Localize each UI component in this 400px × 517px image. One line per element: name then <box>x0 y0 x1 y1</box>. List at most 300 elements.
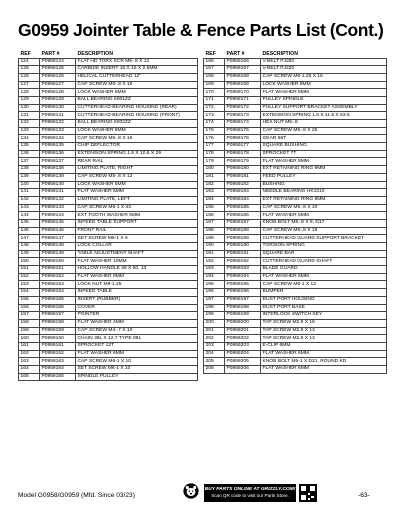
description-cell: TAP SCREW M2.9 X 13 <box>261 327 387 335</box>
table-row <box>204 81 387 89</box>
description-cell: PULLEY SPINDLE <box>261 96 387 104</box>
ref-cell: 153 <box>19 281 40 289</box>
table-row <box>204 289 387 297</box>
part-number-cell: P0959130 <box>40 104 76 112</box>
promo-subline: Scan QR code to visit our Parts Store. <box>211 493 289 498</box>
ref-cell: 172 <box>204 104 225 112</box>
ref-cell: 140 <box>19 181 40 189</box>
table-row <box>204 335 387 343</box>
table-row <box>19 327 198 335</box>
part-number-cell: P0959161 <box>40 342 76 350</box>
description-cell: CAP SCREW M6-1 X 10 <box>76 358 198 366</box>
ref-cell: 206 <box>204 366 225 374</box>
description-cell: GEAR 86T <box>261 135 387 143</box>
part-number-cell: P0959145 <box>40 219 76 227</box>
table-row <box>19 181 198 189</box>
description-cell: CAP SCREW M5-.8 X 16 <box>76 81 198 89</box>
description-cell: CAP SCREW M5-.8 X 16 <box>76 135 198 143</box>
part-number-cell: P0959133 <box>40 127 76 135</box>
part-number-cell: P0959167 <box>225 66 261 74</box>
table-row <box>204 104 387 112</box>
table-row <box>204 127 387 135</box>
ref-cell: 142 <box>19 196 40 204</box>
table-row <box>204 358 387 366</box>
ref-cell: 182 <box>204 181 225 189</box>
table-row <box>19 258 198 266</box>
part-number-cell: P0959126 <box>40 73 76 81</box>
description-cell: CAP SCREW M5-.8 X 25 <box>261 127 387 135</box>
table-row <box>204 327 387 335</box>
description-cell: SPROCKET 12T <box>76 342 198 350</box>
table-row <box>19 166 198 174</box>
ref-cell: 157 <box>19 312 40 320</box>
part-number-cell: P0959124 <box>40 58 76 66</box>
description-cell: CUTTERHEAD BEARING HOUSING (REAR) <box>76 104 198 112</box>
description-cell: KNOB BOLT M5-.8 X 9, D17 <box>261 219 387 227</box>
part-number-cell: P0959174 <box>225 120 261 128</box>
description-cell: TORSION SPRING <box>261 243 387 251</box>
description-cell: FLAT WASHER 5MM <box>261 212 387 220</box>
table-row <box>19 158 198 166</box>
table-row <box>204 319 387 327</box>
ref-cell: 129 <box>19 96 40 104</box>
ref-cell: 190 <box>204 243 225 251</box>
ref-cell: 150 <box>19 258 40 266</box>
part-number-cell: P0959201 <box>225 327 261 335</box>
ref-cell: 186 <box>204 212 225 220</box>
ref-cell: 141 <box>19 189 40 197</box>
part-number-cell: P0959164 <box>40 366 76 374</box>
part-number-cell: P0959152 <box>40 273 76 281</box>
description-cell: FLAT WASHER 4MM <box>76 319 198 327</box>
part-number-cell: P0959183 <box>225 189 261 197</box>
ref-cell: 171 <box>204 96 225 104</box>
part-number-cell: P0959125 <box>40 66 76 74</box>
ref-cell: 191 <box>204 250 225 258</box>
part-number-cell: P0959154 <box>40 289 76 297</box>
table-row <box>19 196 198 204</box>
table-row <box>204 89 387 97</box>
part-number-cell: P0959148 <box>40 243 76 251</box>
description-cell: HEX NUT M5-.8 <box>261 120 387 128</box>
table-row <box>204 212 387 220</box>
table-row <box>19 342 198 350</box>
parts-table-header <box>19 51 198 58</box>
description-cell: SPINDLE PULLEY <box>76 373 198 381</box>
ref-cell: 169 <box>204 81 225 89</box>
part-number-cell: P0959138 <box>40 166 76 174</box>
table-row <box>19 350 198 358</box>
table-row <box>19 73 198 81</box>
table-row <box>204 304 387 312</box>
part-number-cell: P0959155 <box>40 296 76 304</box>
ref-cell: 155 <box>19 296 40 304</box>
parts-table-left <box>18 51 198 381</box>
table-row <box>204 135 387 143</box>
part-number-cell: P0959150 <box>40 258 76 266</box>
table-row <box>204 150 387 158</box>
table-row <box>19 358 198 366</box>
table-row <box>19 212 198 220</box>
description-cell: LOCK WASHER 8MM <box>261 81 387 89</box>
table-row <box>19 66 198 74</box>
table-row <box>204 196 387 204</box>
description-cell: LOCK WASHER 5MM <box>76 181 198 189</box>
ref-cell: 173 <box>204 112 225 120</box>
table-row <box>19 112 198 120</box>
ref-cell: 203 <box>204 342 225 350</box>
part-number-cell: P0959128 <box>40 89 76 97</box>
ref-cell: 205 <box>204 358 225 366</box>
page-title: G0959 Jointer Table & Fence Parts List (Cont.) <box>18 20 384 40</box>
table-row <box>19 227 198 235</box>
table-row <box>204 296 387 304</box>
ref-cell: 200 <box>204 319 225 327</box>
part-number-cell: P0959127 <box>40 81 76 89</box>
table-row <box>19 81 198 89</box>
ref-cell: 181 <box>204 173 225 181</box>
part-column-header: PART # <box>226 51 245 58</box>
part-number-cell: P0959195 <box>225 281 261 289</box>
part-number-cell: P0959139 <box>40 173 76 181</box>
ref-cell: 135 <box>19 143 40 151</box>
description-cell: LOCK WASHER 5MM <box>76 127 198 135</box>
table-row <box>204 350 387 358</box>
description-cell: FLAT WASHER 6MM <box>261 350 387 358</box>
ref-cell: 162 <box>19 350 40 358</box>
table-row <box>204 73 387 81</box>
description-cell: EXT RETAINING RING 9MM <box>261 196 387 204</box>
description-cell: HOLLOW HANDLE 38 X 50, 13 <box>76 266 198 274</box>
table-row <box>204 66 387 74</box>
description-cell: BALL BEARING 6002ZZ <box>76 120 198 128</box>
table-row <box>204 342 387 350</box>
ref-cell: 144 <box>19 212 40 220</box>
part-number-cell: P0959187 <box>225 219 261 227</box>
part-number-cell: P0959190 <box>225 243 261 251</box>
table-row <box>19 235 198 243</box>
description-cell: TAP SCREW M2.9 X 16 <box>261 319 387 327</box>
part-number-cell: P0959182 <box>225 181 261 189</box>
part-number-cell: P0959168 <box>225 73 261 81</box>
part-number-cell: P0959175 <box>225 127 261 135</box>
ref-cell: 174 <box>204 120 225 128</box>
ref-cell: 133 <box>19 127 40 135</box>
table-row <box>204 181 387 189</box>
description-cell: LIMITING PLATE, RIGHT <box>76 166 198 174</box>
ref-cell: 165 <box>19 373 40 381</box>
table-row <box>204 258 387 266</box>
ref-cell: 175 <box>204 127 225 135</box>
ref-cell: 201 <box>204 327 225 335</box>
table-row <box>204 281 387 289</box>
part-number-cell: P0959166 <box>225 58 261 66</box>
description-cell: LIMITING PLATE, LEFT <box>76 196 198 204</box>
table-row <box>204 173 387 181</box>
description-cell: SET SCREW M6-1 X 6 <box>76 235 198 243</box>
part-column-header: PART # <box>41 51 60 58</box>
qr-code-icon[interactable] <box>299 484 317 502</box>
table-row <box>204 204 387 212</box>
table-row <box>204 143 387 151</box>
ref-cell: 168 <box>204 73 225 81</box>
table-row <box>204 273 387 281</box>
table-row <box>204 166 387 174</box>
part-number-cell: P0959157 <box>40 312 76 320</box>
part-number-cell: P0959156 <box>40 304 76 312</box>
ref-cell: 199 <box>204 312 225 320</box>
description-cell: FLAT WASHER 8MM <box>261 89 387 97</box>
page-number: -63- <box>358 492 370 499</box>
part-number-cell: P0959131 <box>40 112 76 120</box>
table-row <box>204 58 387 66</box>
part-number-cell: P0959178 <box>225 150 261 158</box>
part-number-cell: P0959203 <box>225 342 261 350</box>
table-row <box>19 304 198 312</box>
ref-cell: 128 <box>19 89 40 97</box>
table-row <box>19 281 198 289</box>
description-cell: BALL BEARING 6001ZZ <box>76 96 198 104</box>
ref-cell: 131 <box>19 112 40 120</box>
part-number-cell: P0959142 <box>40 196 76 204</box>
parts-table-right <box>203 51 387 374</box>
description-cell: CUTTERHEAD GUARD SUPPORT BRACKET <box>261 235 387 243</box>
ref-cell: 148 <box>19 243 40 251</box>
part-number-cell: P0959200 <box>225 319 261 327</box>
ref-cell: 146 <box>19 227 40 235</box>
part-number-cell: P0959153 <box>40 281 76 289</box>
part-number-cell: P0959197 <box>225 296 261 304</box>
table-row <box>19 58 198 66</box>
part-number-cell: P0959205 <box>225 358 261 366</box>
ref-cell: 137 <box>19 158 40 166</box>
description-cell: INFEED TABLE SUPPORT <box>76 219 198 227</box>
description-cell: PULLEY SUPPORT BRACKET ASSEMBLY <box>261 104 387 112</box>
parts-store-promo[interactable] <box>204 484 296 502</box>
description-cell: CAP SCREW M5-.8 X 12 <box>76 173 198 181</box>
description-cell: FLAT WASHER 10MM <box>76 258 198 266</box>
description-cell: FLAT WASHER 5MM <box>76 189 198 197</box>
ref-cell: 183 <box>204 189 225 197</box>
part-number-cell: P0959169 <box>225 81 261 89</box>
part-number-cell: P0959146 <box>40 227 76 235</box>
table-row <box>204 227 387 235</box>
table-row <box>19 366 198 374</box>
ref-cell: 187 <box>204 219 225 227</box>
part-number-cell: P0959160 <box>40 335 76 343</box>
part-number-cell: P0959134 <box>40 135 76 143</box>
description-cell: CUTTERHEAD GUARD SHAFT <box>261 258 387 266</box>
description-cell: CAP SCREW M6-1 X 43 <box>76 204 198 212</box>
description-cell: LOCK COLLAR <box>76 243 198 251</box>
ref-cell: 185 <box>204 204 225 212</box>
description-cell: FRONT RAIL <box>76 227 198 235</box>
table-row <box>204 312 387 320</box>
description-cell: LOCK WASHER 5MM <box>76 89 198 97</box>
ref-cell: 184 <box>204 196 225 204</box>
part-number-cell: P0959204 <box>225 350 261 358</box>
description-cell: BUSHING <box>261 181 387 189</box>
ref-cell: 126 <box>19 73 40 81</box>
table-row <box>204 158 387 166</box>
ref-column-header: REF <box>205 51 216 58</box>
description-cell: EXT TOOTH WASHER 6MM <box>76 212 198 220</box>
description-cell: V-BELT PJ280 <box>261 58 387 66</box>
promo-headline: BUY PARTS ONLINE AT GRIZZLY.COM! <box>204 487 296 492</box>
description-cell: CAP SCREW M4-.7 X 10 <box>76 327 198 335</box>
ref-cell: 163 <box>19 358 40 366</box>
ref-cell: 154 <box>19 289 40 297</box>
table-row <box>19 104 198 112</box>
table-row <box>19 189 198 197</box>
ref-cell: 170 <box>204 89 225 97</box>
part-number-cell: P0959149 <box>40 250 76 258</box>
table-row <box>204 250 387 258</box>
description-cell: CAP SCREW M5-.8 X 10 <box>261 204 387 212</box>
description-cell: REAR RAIL <box>76 158 198 166</box>
table-row <box>19 96 198 104</box>
ref-cell: 138 <box>19 166 40 174</box>
description-cell: INFEED TABLE <box>76 289 198 297</box>
description-cell: EXT RETAINING RING 9MM <box>261 166 387 174</box>
table-row <box>19 312 198 320</box>
ref-cell: 158 <box>19 319 40 327</box>
ref-column-header: REF <box>20 51 31 58</box>
description-cell: FLAT WASHER 6MM <box>76 350 198 358</box>
part-number-cell: P0959184 <box>225 196 261 204</box>
part-number-cell: P0959140 <box>40 181 76 189</box>
part-number-cell: P0959193 <box>225 266 261 274</box>
part-number-cell: P0959135 <box>40 143 76 151</box>
table-row <box>19 335 198 343</box>
ref-cell: 152 <box>19 273 40 281</box>
model-footer: Model G0958/G0959 (Mfd. Since 03/23) <box>18 492 135 499</box>
description-cell: NEEDLE BEARING HK1010 <box>261 189 387 197</box>
description-cell: SPROCKET 7T <box>261 150 387 158</box>
description-cell: INTERLOCK SWITCH KEY <box>261 312 387 320</box>
ref-cell: 195 <box>204 281 225 289</box>
part-number-cell: P0959159 <box>40 327 76 335</box>
ref-cell: 160 <box>19 335 40 343</box>
ref-cell: 143 <box>19 204 40 212</box>
part-number-cell: P0959172 <box>225 104 261 112</box>
description-cell: FLAT WASHER 8MM <box>261 158 387 166</box>
description-cell: HELICAL CUTTERHEAD 12" <box>76 73 198 81</box>
ref-cell: 176 <box>204 135 225 143</box>
ref-cell: 166 <box>204 58 225 66</box>
description-cell: CAP SCREW M6-1.25 X 16 <box>261 73 387 81</box>
part-number-cell: P0959170 <box>225 89 261 97</box>
description-cell: EXTENSION SPRING 1.6 X 11.5 X 53.5 <box>261 112 387 120</box>
ref-cell: 147 <box>19 235 40 243</box>
part-number-cell: P0959196 <box>225 289 261 297</box>
table-row <box>204 96 387 104</box>
table-row <box>19 273 198 281</box>
part-number-cell: P0959180 <box>225 166 261 174</box>
parts-table-right-body <box>204 58 387 373</box>
description-cell: CAP SCREW M6-1 X 12 <box>261 281 387 289</box>
ref-cell: 136 <box>19 150 40 158</box>
ref-cell: 127 <box>19 81 40 89</box>
part-number-cell: P0959185 <box>225 204 261 212</box>
part-number-cell: P0959206 <box>225 366 261 374</box>
ref-cell: 164 <box>19 366 40 374</box>
description-cell: FLAT WASHER 6MM <box>261 366 387 374</box>
ref-cell: 197 <box>204 296 225 304</box>
part-number-cell: P0959202 <box>225 335 261 343</box>
ref-cell: 167 <box>204 66 225 74</box>
ref-cell: 151 <box>19 266 40 274</box>
table-row <box>19 296 198 304</box>
part-number-cell: P0959143 <box>40 204 76 212</box>
ref-cell: 159 <box>19 327 40 335</box>
description-cell: FLAT WASHER 8MM <box>76 273 198 281</box>
description-cell: LOCK NUT M8-1.25 <box>76 281 198 289</box>
part-number-cell: P0959181 <box>225 173 261 181</box>
description-cell: TAP SCREW M2.9 X 13 <box>261 335 387 343</box>
ref-cell: 125 <box>19 66 40 74</box>
description-cell: INSERT (RUBBER) <box>76 296 198 304</box>
part-number-cell: P0959171 <box>225 96 261 104</box>
ref-cell: 132 <box>19 120 40 128</box>
ref-cell: 198 <box>204 304 225 312</box>
part-number-cell: P0959136 <box>40 150 76 158</box>
table-row <box>19 319 198 327</box>
ref-cell: 178 <box>204 150 225 158</box>
part-number-cell: P0959176 <box>225 135 261 143</box>
parts-table-header <box>204 51 387 58</box>
description-cell: FLAT HD TORX SCR M5-.8 X 12 <box>76 58 198 66</box>
part-number-cell: P0959162 <box>40 350 76 358</box>
description-cell: SET SCREW M6-1 X 10 <box>76 366 198 374</box>
part-number-cell: P0959158 <box>40 319 76 327</box>
description-cell: CUTTERHEAD BEARING HOUSING (FRONT) <box>76 112 198 120</box>
ref-cell: 202 <box>204 335 225 343</box>
description-cell: CHIP DEFLECTOR <box>76 143 198 151</box>
table-row <box>19 89 198 97</box>
ref-cell: 124 <box>19 58 40 66</box>
table-row <box>19 143 198 151</box>
part-number-cell: P0959192 <box>225 258 261 266</box>
description-cell: TABLE ADJUSTMENT SHAFT <box>76 250 198 258</box>
description-cell: BLADE GUARD <box>261 266 387 274</box>
part-number-cell: P0959151 <box>40 266 76 274</box>
table-row <box>19 120 198 128</box>
table-row <box>19 204 198 212</box>
description-cell: EXTENSION SPRING 1.6 X 10.5 X 29 <box>76 150 198 158</box>
part-number-cell: P0959186 <box>225 212 261 220</box>
part-number-cell: P0959137 <box>40 158 76 166</box>
ref-cell: 179 <box>204 158 225 166</box>
part-number-cell: P0959177 <box>225 143 261 151</box>
ref-cell: 145 <box>19 219 40 227</box>
part-number-cell: P0959163 <box>40 358 76 366</box>
part-number-cell: P0959165 <box>40 373 76 381</box>
description-column-header: DESCRIPTION <box>262 51 298 58</box>
ref-cell: 189 <box>204 235 225 243</box>
part-number-cell: P0959144 <box>40 212 76 220</box>
ref-cell: 156 <box>19 304 40 312</box>
table-row <box>19 243 198 251</box>
ref-cell: 188 <box>204 227 225 235</box>
part-number-cell: P0959189 <box>225 235 261 243</box>
description-cell: CHAIN 38L X 12.7 TYPE 081 <box>76 335 198 343</box>
description-column-header: DESCRIPTION <box>77 51 113 58</box>
ref-cell: 194 <box>204 273 225 281</box>
table-row <box>19 373 198 381</box>
ref-cell: 134 <box>19 135 40 143</box>
table-row <box>204 366 387 374</box>
